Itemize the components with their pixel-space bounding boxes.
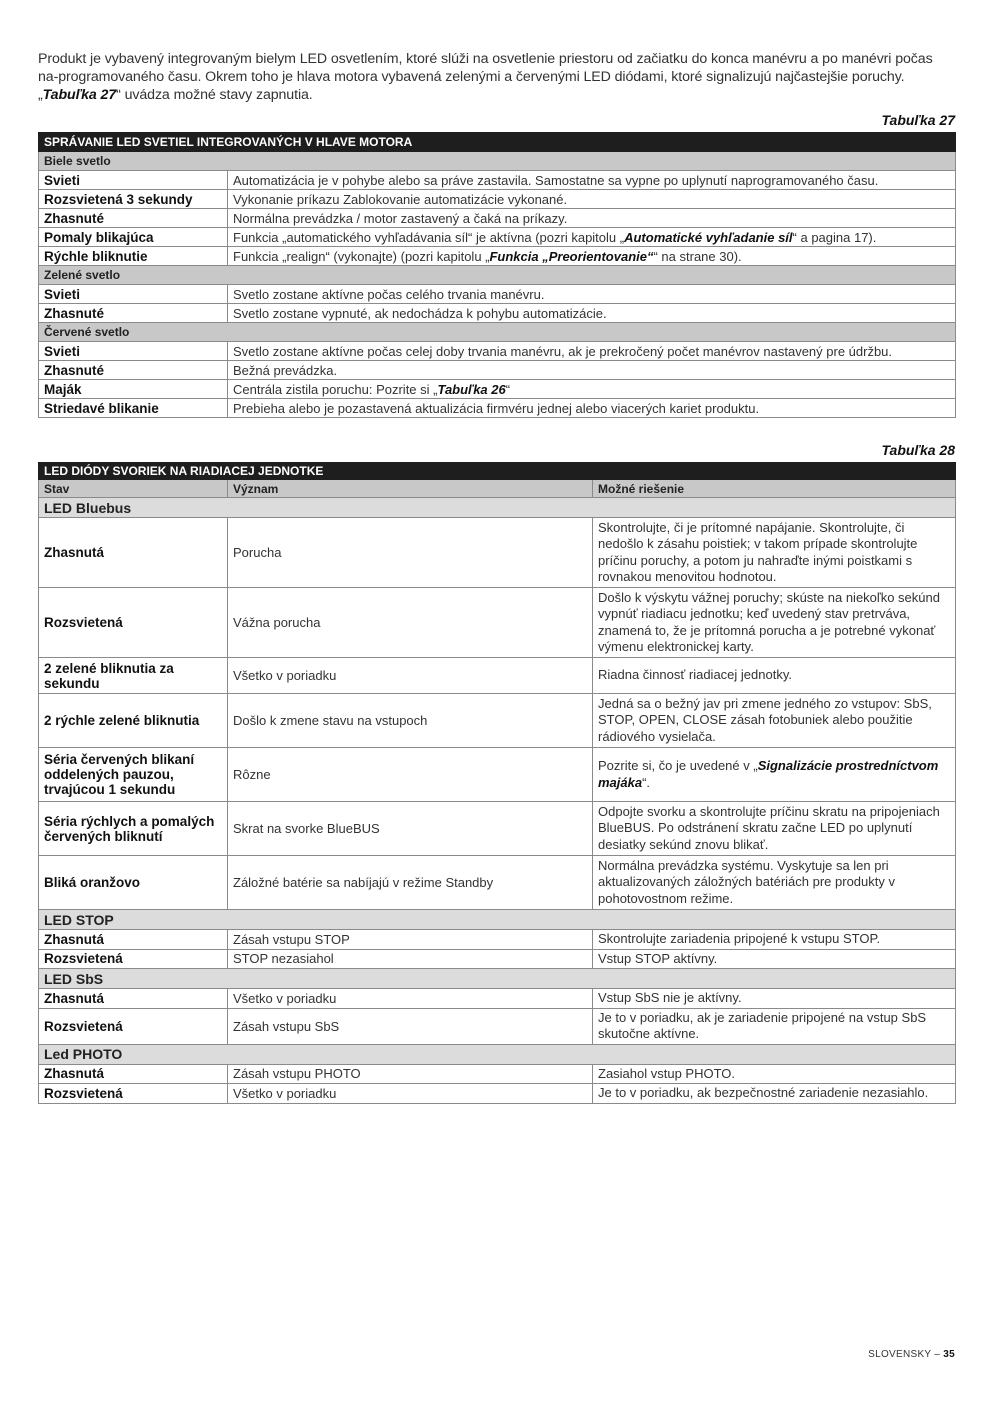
solution-text: Pozrite si, čo je uvedené v „ bbox=[598, 758, 758, 773]
row-solution: Je to v poriadku, ak je zariadenie pripojené na vstup SbS skutočne aktívne. bbox=[593, 1008, 956, 1044]
intro-table-ref: Tabuľka 27 bbox=[42, 87, 117, 103]
row-meaning: Všetko v poriadku bbox=[228, 1084, 593, 1104]
table-row bbox=[39, 989, 956, 1009]
desc-text: “ na strane 30). bbox=[653, 248, 742, 264]
row-state: Séria červených blikaní oddelených pauzou, trvajúcou 1 sekundu bbox=[39, 748, 228, 802]
row-solution: Došlo k výskytu vážnej poruchy; skúste na niekoľko sekúnd vypnúť riadiacu jednotku; keď uvedený stav pretrváva, znamená to, že je prítomná porucha a je potrebné vykonať výmenu elektronickej karty. bbox=[593, 588, 956, 658]
table-row bbox=[39, 190, 956, 209]
section-header: LED Bluebus bbox=[39, 498, 956, 518]
row-solution: Odpojte svorku a skontrolujte príčinu skratu na pripojeniach BlueBUS. Po odstránení skratu začne LED po uplynutí desiatky sekúnd znovu blikať. bbox=[593, 802, 956, 856]
table27-caption: Tabuľka 27 bbox=[881, 112, 955, 128]
intro-text: Produkt je vybavený integrovaným bielym LED osvetlením, ktoré slúži na osvetlenie priestoru od začiatku do konca manévru a po manévri počas na-programovaného času. Okrem toho je hlava motora vybavená zelenými a červenými LED diódami, ktoré signalizujú najčastejšie poruchy. „ bbox=[38, 51, 933, 103]
table-row bbox=[39, 949, 956, 969]
chapter-ref: Signalizácie prostredníctvom majáka bbox=[598, 758, 939, 790]
row-solution: Vstup SbS nie je aktívny. bbox=[593, 989, 956, 1009]
chapter-ref: Automatické vyhľadanie síl bbox=[624, 229, 793, 245]
section-header: Biele svetlo bbox=[39, 152, 956, 171]
row-label: Zhasnuté bbox=[39, 209, 228, 228]
footer-separator: – bbox=[931, 1349, 944, 1360]
table28-caption: Tabuľka 28 bbox=[881, 442, 955, 458]
row-solution: Zasiahol vstup PHOTO. bbox=[593, 1064, 956, 1084]
row-state: Séria rýchlych a pomalých červených bliknutí bbox=[39, 802, 228, 856]
page-number: 35 bbox=[943, 1349, 955, 1360]
chapter-ref: Funkcia „Preorientovanie“ bbox=[489, 248, 654, 264]
row-state: Rozsvietená bbox=[39, 949, 228, 969]
row-meaning: Rôzne bbox=[228, 748, 593, 802]
row-meaning: Skrat na svorke BlueBUS bbox=[228, 802, 593, 856]
row-label: Striedavé blikanie bbox=[39, 399, 228, 418]
section-header: Zelené svetlo bbox=[39, 266, 956, 285]
row-meaning: Došlo k zmene stavu na vstupoch bbox=[228, 694, 593, 748]
table27-title: SPRÁVANIE LED SVETIEL INTEGROVANÝCH V HLAVE MOTORA bbox=[39, 133, 956, 152]
row-label: Svieti bbox=[39, 342, 228, 361]
table-row bbox=[39, 399, 956, 418]
table-ref: Tabuľka 26 bbox=[437, 381, 506, 397]
row-desc: Normálna prevádzka / motor zastavený a čaká na príkazy. bbox=[228, 209, 956, 228]
table-row bbox=[39, 380, 956, 399]
section-header: Červené svetlo bbox=[39, 323, 956, 342]
intro-paragraph bbox=[38, 50, 956, 104]
row-desc: Prebieha alebo je pozastavená aktualizácia firmvéru jednej alebo viacerých kariet produktu. bbox=[228, 399, 956, 418]
row-desc bbox=[228, 228, 956, 247]
row-desc: Automatizácia je v pohybe alebo sa práve zastavila. Samostatne sa vypne po uplynutí naprogramovaného času. bbox=[228, 171, 956, 190]
desc-text: Funkcia „automatického vyhľadávania síl“ je aktívna (pozri kapitolu „ bbox=[233, 229, 625, 245]
table-28 bbox=[38, 462, 956, 1104]
row-solution: Jedná sa o bežný jav pri zmene jedného zo vstupov: SbS, STOP, OPEN, CLOSE zásah fotobuniek alebo použitie rádiového vysielača. bbox=[593, 694, 956, 748]
table-row bbox=[39, 171, 956, 190]
desc-text: Funkcia „realign“ (vykonajte) (pozri kapitolu „ bbox=[233, 248, 490, 264]
row-state: Zhasnutá bbox=[39, 989, 228, 1009]
section-header: LED STOP bbox=[39, 910, 956, 930]
table-row bbox=[39, 588, 956, 658]
desc-text: “ bbox=[505, 381, 511, 397]
table-row bbox=[39, 1084, 956, 1104]
page-footer bbox=[868, 1349, 955, 1360]
row-solution: Skontrolujte zariadenia pripojené k vstupu STOP. bbox=[593, 930, 956, 950]
row-meaning: Záložné batérie sa nabíjajú v režime Standby bbox=[228, 856, 593, 910]
table-row bbox=[39, 748, 956, 802]
table-row bbox=[39, 304, 956, 323]
footer-language: SLOVENSKY bbox=[868, 1349, 932, 1360]
section-header: Led PHOTO bbox=[39, 1044, 956, 1064]
row-label: Rýchle bliknutie bbox=[39, 247, 228, 266]
table-row bbox=[39, 802, 956, 856]
table-27 bbox=[38, 132, 956, 418]
row-meaning: Všetko v poriadku bbox=[228, 658, 593, 694]
row-state: 2 rýchle zelené bliknutia bbox=[39, 694, 228, 748]
row-label: Svieti bbox=[39, 171, 228, 190]
row-state: Zhasnutá bbox=[39, 518, 228, 588]
row-desc: Svetlo zostane aktívne počas celej doby trvania manévru, ak je prekročený počet manévrov nastavený pre údržbu. bbox=[228, 342, 956, 361]
col-header-solution: Možné riešenie bbox=[593, 480, 956, 498]
table-row bbox=[39, 930, 956, 950]
row-meaning: Zásah vstupu SbS bbox=[228, 1008, 593, 1044]
table28-title: LED DIÓDY SVORIEK NA RIADIACEJ JEDNOTKE bbox=[39, 463, 956, 480]
row-state: Rozsvietená bbox=[39, 588, 228, 658]
table-row bbox=[39, 285, 956, 304]
row-meaning: Porucha bbox=[228, 518, 593, 588]
col-header-meaning: Význam bbox=[228, 480, 593, 498]
table-row bbox=[39, 518, 956, 588]
row-solution: Skontrolujte, či je prítomné napájanie. Skontrolujte, či nedošlo k zásahu poistiek; v takom prípade skontrolujte príčinu poruchy, a potom ju nahraďte inými poistkami s rovnakou menovitou hodnotou. bbox=[593, 518, 956, 588]
row-desc: Svetlo zostane aktívne počas celého trvania manévru. bbox=[228, 285, 956, 304]
col-header-state: Stav bbox=[39, 480, 228, 498]
row-desc bbox=[228, 380, 956, 399]
row-solution: Vstup STOP aktívny. bbox=[593, 949, 956, 969]
row-label: Zhasnuté bbox=[39, 361, 228, 380]
row-state: Rozsvietená bbox=[39, 1008, 228, 1044]
row-desc: Vykonanie príkazu Zablokovanie automatizácie vykonané. bbox=[228, 190, 956, 209]
row-state: Rozsvietená bbox=[39, 1084, 228, 1104]
solution-text: “. bbox=[642, 774, 651, 790]
row-solution bbox=[593, 748, 956, 802]
row-state: Bliká oranžovo bbox=[39, 856, 228, 910]
table-row bbox=[39, 1008, 956, 1044]
row-solution: Normálna prevádzka systému. Vyskytuje sa len pri aktualizovaných záložných batériách pre produkty v pohotovostnom režime. bbox=[593, 856, 956, 910]
header-row bbox=[39, 480, 956, 498]
row-meaning: Zásah vstupu PHOTO bbox=[228, 1064, 593, 1084]
row-desc bbox=[228, 247, 956, 266]
table-row bbox=[39, 209, 956, 228]
row-state: Zhasnutá bbox=[39, 930, 228, 950]
section-header: LED SbS bbox=[39, 969, 956, 989]
row-label: Pomaly blikajúca bbox=[39, 228, 228, 247]
table-row bbox=[39, 228, 956, 247]
table-row bbox=[39, 856, 956, 910]
table-row bbox=[39, 1064, 956, 1084]
row-label: Maják bbox=[39, 380, 228, 399]
row-meaning: Vážna porucha bbox=[228, 588, 593, 658]
row-desc: Bežná prevádzka. bbox=[228, 361, 956, 380]
row-solution: Riadna činnosť riadiacej jednotky. bbox=[593, 658, 956, 694]
intro-tail: “ uvádza možné stavy zapnutia. bbox=[116, 87, 313, 103]
row-state: 2 zelené bliknutia za sekundu bbox=[39, 658, 228, 694]
row-label: Rozsvietená 3 sekundy bbox=[39, 190, 228, 209]
row-meaning: Všetko v poriadku bbox=[228, 989, 593, 1009]
row-label: Svieti bbox=[39, 285, 228, 304]
row-meaning: Zásah vstupu STOP bbox=[228, 930, 593, 950]
table-row bbox=[39, 658, 956, 694]
table-row bbox=[39, 694, 956, 748]
table-row bbox=[39, 247, 956, 266]
table-row bbox=[39, 342, 956, 361]
desc-text: “ a pagina 17). bbox=[792, 229, 877, 245]
row-solution: Je to v poriadku, ak bezpečnostné zariadenie nezasiahlo. bbox=[593, 1084, 956, 1104]
row-desc: Svetlo zostane vypnuté, ak nedochádza k pohybu automatizácie. bbox=[228, 304, 956, 323]
row-meaning: STOP nezasiahol bbox=[228, 949, 593, 969]
row-state: Zhasnutá bbox=[39, 1064, 228, 1084]
table-row bbox=[39, 361, 956, 380]
desc-text: Centrála zistila poruchu: Pozrite si „ bbox=[233, 381, 438, 397]
row-label: Zhasnuté bbox=[39, 304, 228, 323]
